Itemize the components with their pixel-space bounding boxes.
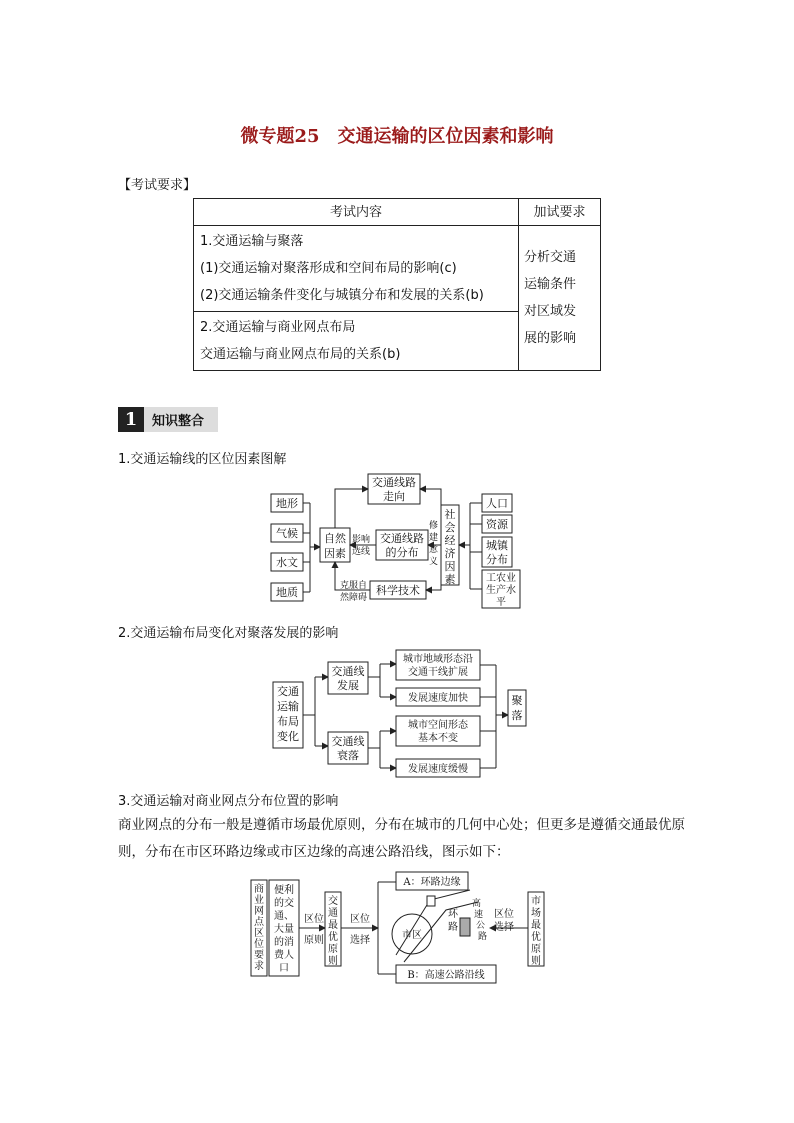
- ring-char: 环: [448, 909, 458, 920]
- conv-line: 的交: [274, 898, 294, 909]
- req-char: 网: [254, 906, 264, 917]
- add-req-line: 展的影响: [524, 331, 577, 346]
- row2-item1: 交通运输与商业网点布局的关系(b): [200, 347, 401, 362]
- option-b: B：高速公路沿线: [407, 970, 485, 981]
- option-a: A：环路边缘: [403, 877, 461, 888]
- change-char: 布局: [277, 715, 299, 728]
- city-label: 市区: [402, 930, 422, 941]
- hw-char: 路: [478, 932, 488, 942]
- diagram-transport-settlement: [273, 650, 526, 777]
- svg-text:因素: 因素: [324, 547, 346, 560]
- industry-l1: 工农业: [486, 573, 516, 584]
- header-requirement: 加试要求: [519, 199, 601, 226]
- req-char: 业: [254, 895, 264, 906]
- prin1-l1: 区位: [304, 914, 324, 925]
- req-char: 要: [254, 950, 264, 961]
- develop-l1: 交通线: [331, 665, 365, 678]
- decline-l2: 衰落: [337, 749, 359, 762]
- route-distribution-l1: 交通线路: [380, 532, 424, 545]
- population: 人口: [486, 497, 508, 510]
- traffic-char: 优: [328, 932, 338, 943]
- page-title: 微专题25 交通运输的区位因素和影响: [240, 126, 554, 147]
- svg-text:建: 建: [429, 533, 439, 543]
- conv-line: 大量: [274, 924, 294, 935]
- heading-1: 1.交通运输线的区位因素图解: [118, 452, 287, 467]
- change-char: 交通: [277, 685, 299, 698]
- town-l1: 城镇: [486, 539, 508, 552]
- nat-geology: 地质: [276, 586, 298, 599]
- hw-char: 公: [476, 921, 486, 931]
- influence-l2: 选线: [352, 547, 371, 557]
- build-meaning-label: [429, 519, 438, 567]
- add-req-line: 对区域发: [524, 304, 577, 319]
- section-number: 1: [118, 407, 144, 432]
- result3-l1: 城市空间形态: [408, 720, 468, 731]
- choose2-l1: 区位: [494, 909, 514, 920]
- conv-line: 的消: [274, 937, 294, 948]
- socio-char: 因: [444, 560, 456, 573]
- result2: 发展速度加快: [408, 693, 468, 704]
- market-char: 则: [531, 956, 541, 967]
- nat-climate: 气候: [276, 527, 298, 540]
- traffic-char: 则: [328, 956, 338, 967]
- traffic-char: 交: [328, 896, 338, 907]
- header-content: 考试内容: [194, 199, 519, 226]
- conv-line: 便利: [274, 885, 294, 896]
- industry-l2: 生产水: [486, 585, 516, 596]
- route-direction-l1: 交通线路: [372, 476, 416, 489]
- route-direction-l2: 走向: [383, 490, 405, 503]
- market-char: 场: [531, 908, 541, 919]
- heading-3: 3.交通运输对商业网点分布位置的影响: [118, 794, 339, 809]
- choose-l2: 选择: [350, 935, 370, 946]
- socio-char: 会: [444, 521, 456, 534]
- req-char: 位: [254, 939, 264, 950]
- market-char: 最: [531, 920, 541, 931]
- svg-text:义: 义: [429, 557, 439, 567]
- req-char: 点: [254, 917, 264, 928]
- socio-char: 社: [444, 508, 456, 521]
- row1-item1: (1)交通运输对聚落形成和空间布局的影响(c): [200, 261, 457, 276]
- prin1-l2: 原则: [304, 935, 324, 946]
- req-char: 求: [254, 961, 264, 972]
- hw-char: 高: [472, 899, 482, 909]
- socio-char: 素: [444, 573, 456, 586]
- svg-text:修: 修: [429, 521, 439, 531]
- traffic-char: 通: [328, 908, 338, 919]
- svg-text:自然: 自然: [324, 532, 346, 545]
- nat-terrain: 地形: [276, 497, 298, 510]
- resources: 资源: [486, 518, 508, 531]
- ring-char: 路: [448, 922, 458, 933]
- result1-l2: 交通干线扩展: [408, 667, 468, 678]
- settle-char: 落: [511, 709, 523, 722]
- exam-requirements-label: 【考试要求】: [118, 178, 197, 193]
- change-char: 变化: [277, 730, 299, 743]
- diagram-transport-location-factors: [271, 474, 520, 608]
- overcome-l2: 然障碍: [340, 593, 368, 603]
- develop-l2: 发展: [337, 679, 359, 692]
- hw-char: 速: [474, 910, 484, 920]
- market-char: 原: [531, 944, 541, 955]
- science-technology: 科学技术: [376, 584, 420, 597]
- result4: 发展速度缓慢: [408, 764, 468, 775]
- result1-l1: 城市地域形态沿: [403, 654, 473, 665]
- conv-line: 费人: [274, 950, 294, 961]
- nat-hydrology: 水文: [276, 556, 298, 569]
- town-l2: 分布: [486, 553, 508, 566]
- socio-char: 济: [444, 547, 456, 560]
- industry-l3: 平: [496, 597, 506, 608]
- settle-char: 聚: [511, 694, 523, 707]
- conv-line: 口: [279, 963, 289, 974]
- svg-text:意: 意: [429, 545, 439, 555]
- add-req-line: 分析交通: [524, 250, 577, 265]
- overcome-l1: 克服自: [340, 581, 368, 591]
- result3-l2: 基本不变: [418, 733, 458, 744]
- change-char: 运输: [277, 700, 299, 713]
- row2-title: 2.交通运输与商业网点布局: [200, 320, 356, 335]
- add-req-line: 运输条件: [524, 277, 577, 292]
- conv-line: 通、: [274, 911, 294, 922]
- section-title: 知识整合: [144, 407, 218, 432]
- choose-l1: 区位: [350, 914, 370, 925]
- traffic-char: 最: [328, 920, 338, 931]
- traffic-char: 原: [328, 944, 338, 955]
- heading-2: 2.交通运输布局变化对聚落发展的影响: [118, 626, 339, 641]
- market-char: 优: [531, 932, 541, 943]
- socio-char: 经: [444, 534, 456, 547]
- row1-item2: (2)交通运输条件变化与城镇分布和发展的关系(b): [200, 288, 484, 303]
- diagram-commercial-location: [251, 872, 544, 983]
- req-char: 区: [254, 928, 264, 939]
- paragraph: 商业网点的分布一般是遵循市场最优原则，分布在城市的几何中心处；但更多是遵循交通最优原则，分布在市区环路边缘或市区边缘的高速公路沿线，图示如下：: [118, 817, 685, 860]
- choose2-l2: 选择: [494, 922, 514, 933]
- req-char: 商: [254, 884, 264, 895]
- decline-l1: 交通线: [331, 735, 365, 748]
- row1-title: 1.交通运输与聚落: [200, 234, 304, 249]
- route-distribution-l2: 的分布: [385, 546, 419, 559]
- influence-l1: 影响: [352, 535, 371, 545]
- market-char: 市: [531, 896, 541, 907]
